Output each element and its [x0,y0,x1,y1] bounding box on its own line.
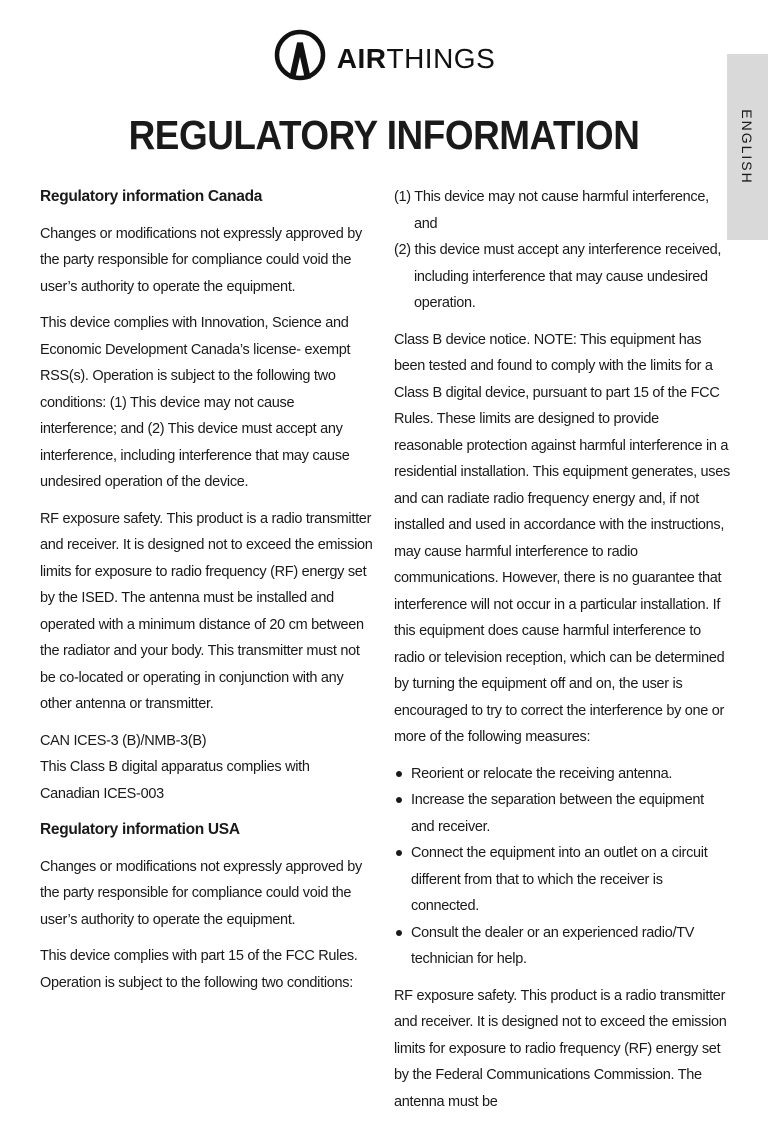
canada-ices-code: CAN ICES-3 (B)/NMB-3(B) [40,732,207,749]
usa-paragraph-modifications: Changes or modifications not expressly approved by the party responsible for compliance could void the user’s authority to operate the equipment. [40,858,362,928]
canada-heading: Regulatory information Canada [40,188,263,205]
right-column [394,184,730,1125]
canada-ices-block [40,728,373,808]
language-tab [727,54,768,240]
list-item: Reorient or relocate the receiving antenna. [394,761,730,788]
usa-conditions-list [394,184,730,317]
airthings-logo-icon [273,28,327,90]
usa-rf-exposure: RF exposure safety. This product is a radio transmitter and receiver. It is designed not to exceed the emission limits for exposure to radio frequency (RF) energy set by the Federal Communications Commission. The antenna must be [394,987,727,1110]
list-item: Connect the equipment into an outlet on a circuit different from that to which the receiver is connected. [394,840,730,920]
list-item: Increase the separation between the equipment and receiver. [394,787,730,840]
usa-paragraph-fcc-part15: This device complies with part 15 of the FCC Rules. Operation is subject to the following two conditions: [40,948,358,991]
brand-name-light: THINGS [386,43,496,74]
canada-paragraph-modifications: Changes or modifications not expressly approved by the party responsible for compliance could void the user’s authority to operate the equipment. [40,225,362,295]
list-item: (2) this device must accept any interference received, including interference that may cause undesired operation. [394,242,722,311]
brand-header [0,28,768,90]
list-item: Consult the dealer or an experienced radio/TV technician for help. [394,920,730,973]
usa-measures-list [394,761,730,973]
language-tab-label: ENGLISH [739,109,755,185]
usa-class-b-notice: Class B device notice. NOTE: This equipment has been tested and found to comply with the limits for a Class B digital device, pursuant to part 15 of the FCC Rules. These limits are designed to provide reasonable protection against harmful interference in a residential installation. This equipment generates, uses and can radiate radio frequency energy and, if not installed and used in accordance with the instructions, may cause harmful interference to radio communications. However, there is no guarantee that interference will not occur in a particular installation. If this equipment does cause harmful interference to radio or television reception, which can be determined by turning the equipment off and on, the user is encouraged to try to correct the interference by one or more of the following measures: [394,331,730,745]
usa-heading: Regulatory information USA [40,821,240,838]
brand-name-bold: AIR [336,43,387,74]
list-item: (1) This device may not cause harmful interference, and [394,189,709,232]
brand-wordmark [337,45,496,73]
canada-paragraph-compliance: This device complies with Innovation, Science and Economic Development Canada’s license- exempt RSS(s). Operation is subject to the following two conditions: (1) This device may not cause interference; and (2) This device must accept any interference, including interference that may cause undesired operation of the device. [40,315,351,490]
left-column [40,184,373,1006]
page-title: REGULATORY INFORMATION [128,112,640,158]
canada-ices-statement: This Class B digital apparatus complies with Canadian ICES-003 [40,759,310,802]
canada-paragraph-rf-exposure: RF exposure safety. This product is a radio transmitter and receiver. It is designed not to exceed the emission limits for exposure to radio frequency (RF) energy set by the ISED. The antenna must be installed and operated with a minimum distance of 20 cm between the radiator and your body. This transmitter must not be co-located or operating in conjunction with any other antenna or transmitter. [40,510,373,712]
